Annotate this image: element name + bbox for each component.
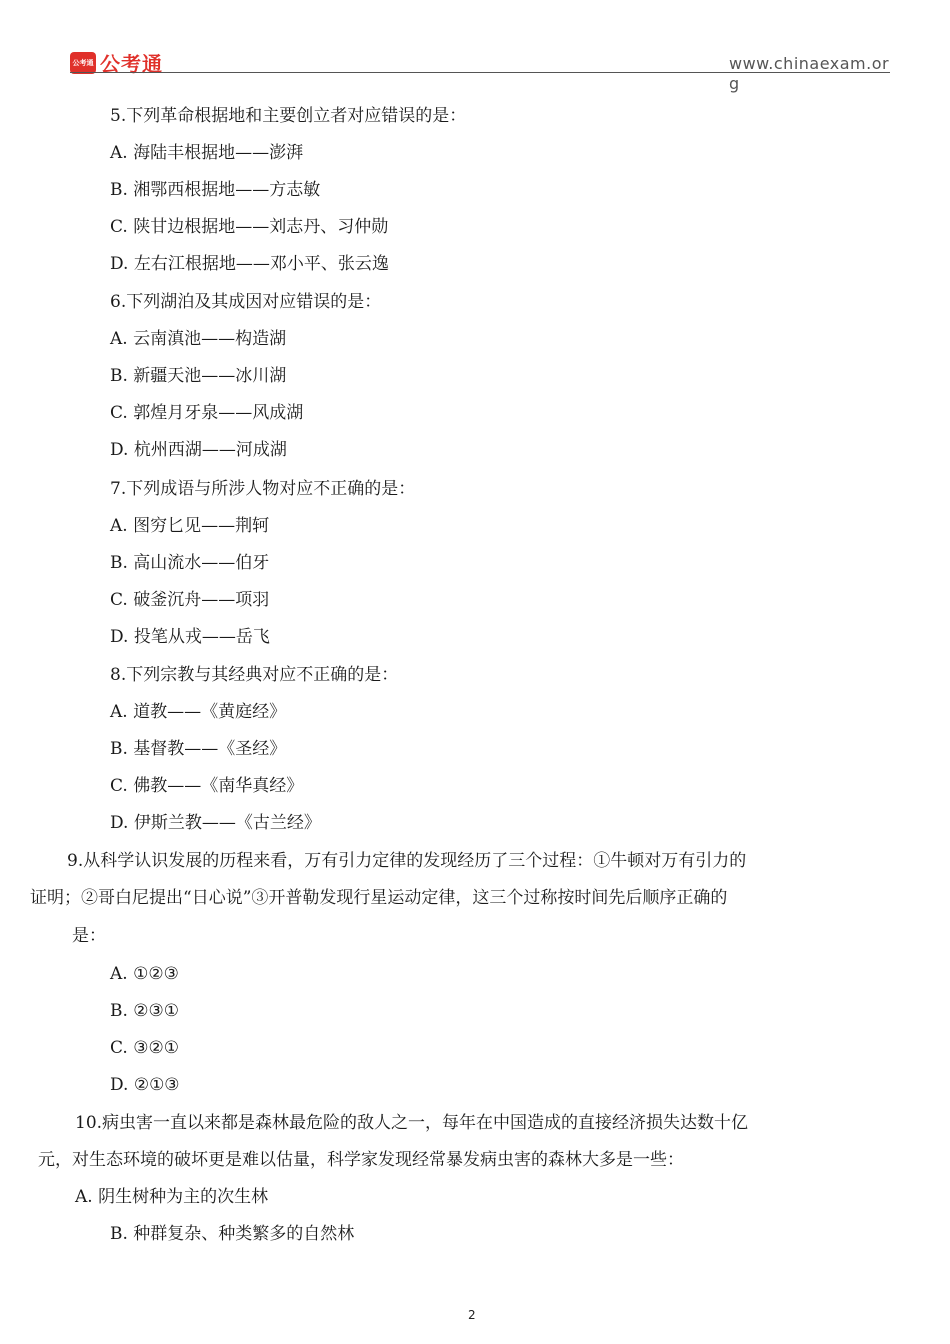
option: D. 左右江根据地——邓小平、张云逸 xyxy=(110,254,389,274)
option: B. 种群复杂、种类繁多的自然林 xyxy=(110,1224,355,1244)
logo-badge: 公考通 xyxy=(70,52,96,74)
page-header xyxy=(70,42,890,92)
question-stem: 7.下列成语与所涉人物对应不正确的是： xyxy=(110,479,416,499)
option: A. 海陆丰根据地——澎湃 xyxy=(110,143,304,163)
question-stem: 6.下列湖泊及其成因对应错误的是： xyxy=(110,292,382,312)
option: A. ①②③ xyxy=(110,964,179,984)
page-number: 2 xyxy=(468,1308,476,1322)
option: C. 破釜沉舟——项羽 xyxy=(110,590,270,610)
option: A. 阴生树种为主的次生林 xyxy=(75,1187,269,1207)
option: A. 云南滇池——构造湖 xyxy=(110,329,287,349)
question-stem: 10.病虫害一直以来都是森林最危险的敌人之一，每年在中国造成的直接经济损失达数十亿 xyxy=(75,1113,749,1133)
question-stem: 8.下列宗教与其经典对应不正确的是： xyxy=(110,665,399,685)
question-stem-continued: 证明；②哥白尼提出“日心说”③开普勒发现行星运动定律，这三个过称按时间先后顺序正确的 xyxy=(30,888,728,908)
option: D. 杭州西湖——河成湖 xyxy=(110,440,287,460)
option: D. 投笔从戎——岳飞 xyxy=(110,627,270,647)
option: C. ③②① xyxy=(110,1038,179,1058)
logo-text: 公考通 xyxy=(100,52,163,76)
option: B. 高山流水——伯牙 xyxy=(110,553,270,573)
option: C. 陕甘边根据地——刘志丹、习仲勋 xyxy=(110,217,389,237)
option: D. ②①③ xyxy=(110,1075,180,1095)
option: B. 基督教——《圣经》 xyxy=(110,739,287,759)
option: A. 道教——《黄庭经》 xyxy=(110,702,287,722)
question-stem-continued: 元，对生态环境的破坏更是难以估量，科学家发现经常暴发病虫害的森林大多是一些： xyxy=(38,1150,684,1170)
option: B. 湘鄂西根据地——方志敏 xyxy=(110,180,321,200)
option: C. 郭煌月牙泉——风成湖 xyxy=(110,403,304,423)
question-stem: 5.下列革命根据地和主要创立者对应错误的是： xyxy=(110,106,467,126)
option: B. 新疆天池——冰川湖 xyxy=(110,366,287,386)
option: B. ②③① xyxy=(110,1001,180,1021)
site-url[interactable]: www.chinaexam.org xyxy=(729,54,890,93)
question-stem-continued: 是： xyxy=(72,926,106,946)
option: D. 伊斯兰教——《古兰经》 xyxy=(110,813,321,833)
question-stem: 9.从科学认识发展的历程来看，万有引力定律的发现经历了三个过程：①牛顿对万有引力的 xyxy=(67,851,747,871)
option: A. 图穷匕见——荆轲 xyxy=(110,516,270,536)
option: C. 佛教——《南华真经》 xyxy=(110,776,304,796)
